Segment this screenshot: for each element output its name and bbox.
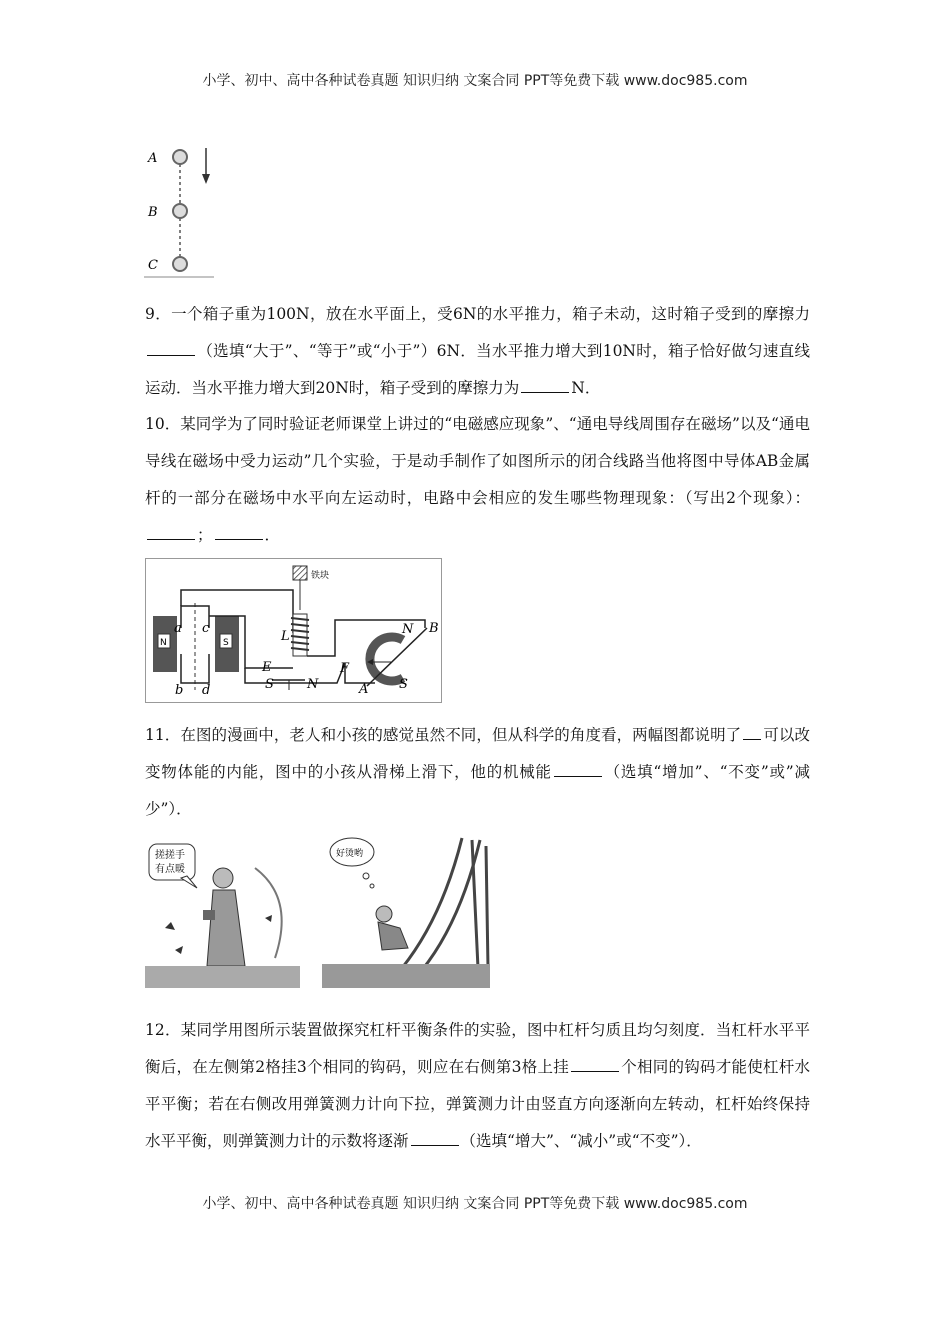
bubble-left-line1: 搓搓手: [155, 850, 185, 861]
label-b-small: b: [175, 683, 184, 698]
label-c-small: c: [202, 621, 210, 636]
label-c: C: [148, 258, 158, 273]
label-e: E: [262, 660, 272, 675]
question-9: 9．一个箱子重为100N，放在水平面上，受6N的水平推力，箱子未动，这时箱子受到的摩擦力（选填“大于”、“等于”或“小于”）6N．当水平推力增大到10N时，箱子恰好做匀速直线运动．当水平推力增大到20N时，箱子受到的摩擦力为 N．: [145, 305, 810, 397]
question-11: 11．在图的漫画中，老人和小孩的感觉虽然不同，但从科学的角度看，两幅图都说明了 可以改变物体能的内能，图中的小孩从滑梯上滑下，他的机械能 （选填“增加”、“不变”或”减少”）．: [145, 726, 810, 818]
magnet-n-label: N: [160, 638, 167, 648]
answer-blank[interactable]: [411, 1144, 459, 1146]
question-12: 12．某同学用图所示装置做探究杠杆平衡条件的实验，图中杠杆匀质且均匀刻度．当杠杆水平平衡后，在左侧第2格挂3个相同的钩码，则应在右侧第3格上挂 个相同的钩码才能使杠杆水平平衡；若在右侧改用弹簧测力计向下拉，弹簧测力计由竖直方向逐渐向左转动，杠杆始终保持水平平衡，则弹簧测力计的示数将逐渐 （选填“增大”、“减小”或“不变”）．: [145, 1021, 810, 1150]
label-compass-n: N: [307, 677, 319, 692]
ball-c: [173, 257, 187, 271]
label-f: F: [340, 661, 350, 676]
answer-blank[interactable]: [521, 391, 569, 393]
label-b: B: [148, 205, 158, 220]
question-10: 10．某同学为了同时验证老师课堂上讲过的“电磁感应现象”、“通电导线周围存在磁场”以及“通电导线在磁场中受力运动”几个实验，于是动手制作了如图所示的闭合线路当他将图中导体AB金属杆的一部分在磁场中水平向左运动时，电路中会相应的发生哪些物理现象：（写出2个现象）：； ．: [145, 415, 810, 544]
label-compass-s: S: [265, 677, 274, 692]
answer-blank[interactable]: [554, 775, 602, 777]
answer-blank[interactable]: [215, 538, 263, 540]
answer-blank[interactable]: [743, 738, 761, 740]
answer-blank[interactable]: [147, 538, 195, 540]
label-b-rod: B: [429, 621, 439, 636]
label-a: A: [148, 151, 158, 166]
label-d-small: d: [202, 683, 211, 698]
label-l: L: [281, 629, 290, 644]
page-header: 小学、初中、高中各种试卷真题 知识归纳 文案合同 PPT等免费下载 www.doc985.com: [202, 73, 748, 89]
page-footer: 小学、初中、高中各种试卷真题 知识归纳 文案合同 PPT等免费下载 www.doc985.com: [202, 1196, 748, 1212]
cartoon-old-man: [145, 838, 300, 988]
label-a-rod: A: [359, 682, 369, 697]
falling-ball-figure: [140, 140, 220, 280]
bubble-left-line2: 有点暖: [155, 864, 185, 875]
label-magnet-n: N: [402, 622, 414, 637]
label-a-small: a: [174, 621, 182, 636]
label-magnet-s: S: [399, 677, 408, 692]
ball-a: [173, 150, 187, 164]
magnet-s-label: S: [223, 638, 229, 648]
cartoon-slide: [322, 828, 490, 988]
bubble-right: 好烫哟: [336, 849, 364, 859]
answer-blank[interactable]: [147, 354, 195, 356]
circuit-figure: [145, 558, 442, 703]
answer-blank[interactable]: [571, 1070, 619, 1072]
ball-b: [173, 204, 187, 218]
iron-block-label: 铁块: [311, 571, 330, 581]
